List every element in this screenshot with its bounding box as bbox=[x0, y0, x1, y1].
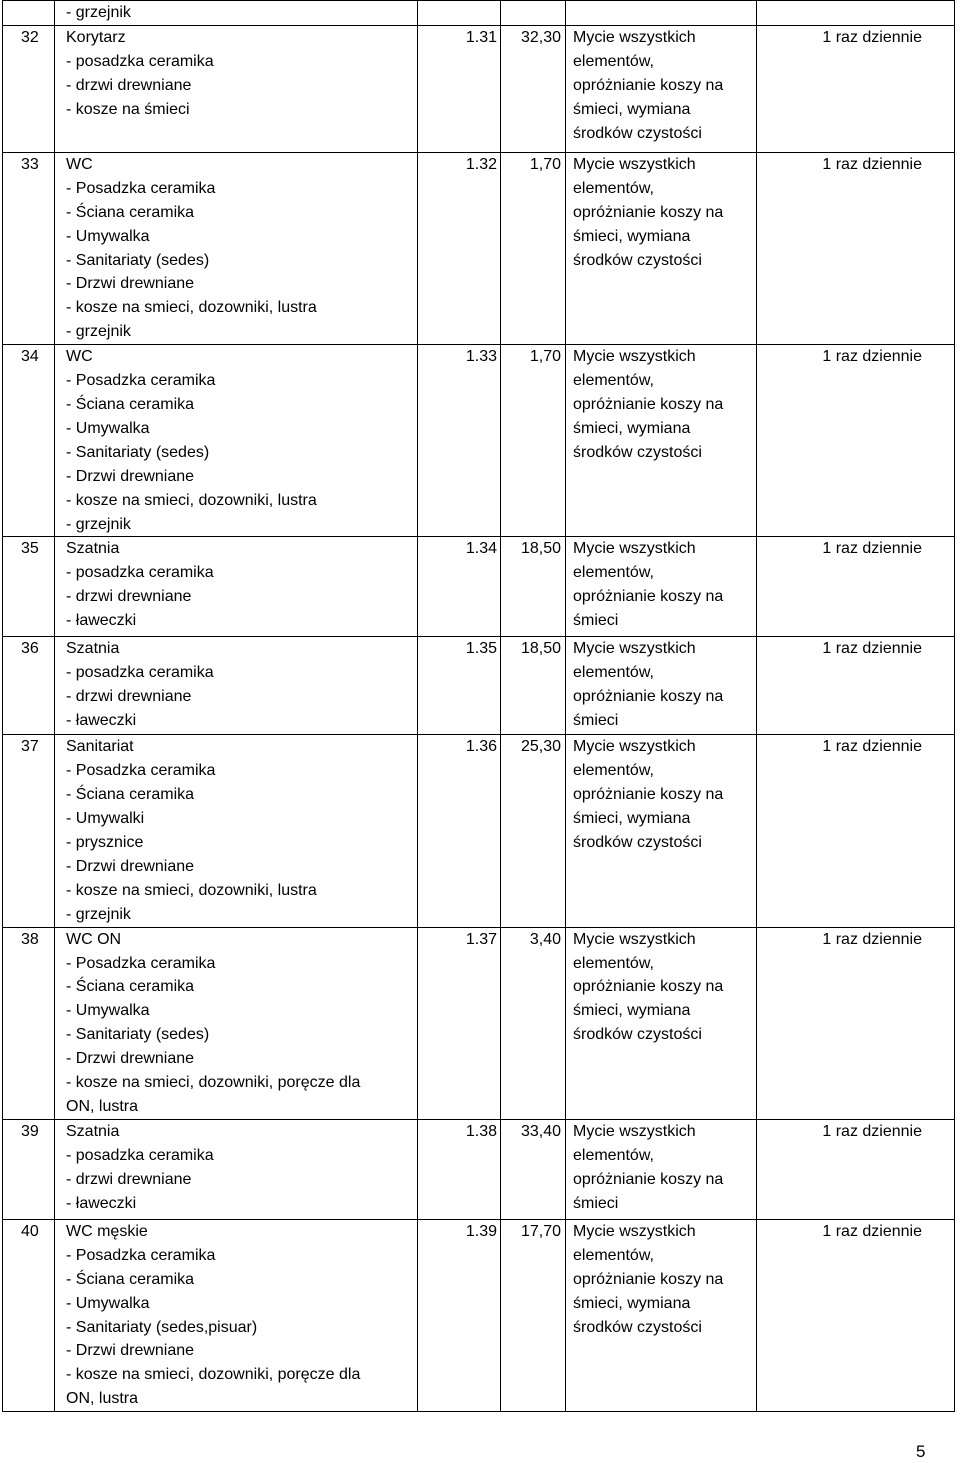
activity-cell bbox=[566, 1119, 757, 1219]
cell-line: środków czystości bbox=[573, 1318, 702, 1336]
cell-line: śmieci, wymiana bbox=[573, 1294, 691, 1312]
frequency-cell bbox=[757, 1, 955, 26]
cell-text: 1 raz dziennie bbox=[822, 640, 922, 658]
room-number-cell bbox=[3, 1, 55, 26]
cell-line: Szatnia bbox=[66, 540, 120, 558]
cell-line: - kosze na smieci, dozowniki, poręcze dla bbox=[66, 1366, 361, 1384]
cell-text: 1 raz dziennie bbox=[822, 930, 922, 948]
cell-line: - kosze na smieci, dozowniki, lustra bbox=[66, 491, 317, 509]
room-code-cell bbox=[418, 25, 501, 152]
cell-text: 33,40 bbox=[520, 1122, 561, 1140]
cleaning-schedule-table bbox=[2, 0, 955, 1412]
room-code-cell bbox=[418, 1119, 501, 1219]
room-description-cell bbox=[55, 25, 418, 152]
room-number-cell bbox=[3, 152, 55, 344]
cell-line: śmieci, wymiana bbox=[573, 100, 691, 118]
cell-line: - Drzwi drewniane bbox=[66, 467, 195, 485]
cell-line: - kosze na śmieci bbox=[66, 100, 190, 118]
room-description-cell bbox=[55, 1, 418, 26]
cell-line: elementów, bbox=[573, 762, 654, 780]
cell-text: 1.31 bbox=[465, 28, 497, 46]
room-number-cell bbox=[3, 1219, 55, 1411]
room-description-cell bbox=[55, 637, 418, 735]
room-number-cell bbox=[3, 345, 55, 537]
cell-line: środków czystości bbox=[573, 251, 702, 269]
cell-line: - kosze na smieci, dozowniki, poręcze dla bbox=[66, 1074, 361, 1092]
frequency-cell bbox=[757, 927, 955, 1119]
cell-line: Mycie wszystkich bbox=[573, 640, 696, 658]
cell-line: Sanitariat bbox=[66, 738, 134, 756]
cell-line: - grzejnik bbox=[66, 905, 131, 923]
cell-line: - Umywalka bbox=[66, 1294, 150, 1312]
cell-line: śmieci bbox=[573, 712, 619, 730]
room-code-cell bbox=[418, 927, 501, 1119]
cell-line: śmieci, wymiana bbox=[573, 810, 691, 828]
cell-text: 1 raz dziennie bbox=[822, 540, 922, 558]
cell-line: elementów, bbox=[573, 954, 654, 972]
cell-line: Korytarz bbox=[66, 28, 126, 46]
cell-text: 32,30 bbox=[520, 28, 561, 46]
cell-line: - drzwi drewniane bbox=[66, 688, 192, 706]
cell-line: elementów, bbox=[573, 179, 654, 197]
cell-line: ON, lustra bbox=[66, 1098, 139, 1115]
cell-line: - Sanitariaty (sedes) bbox=[66, 443, 210, 461]
cell-line: WC ON bbox=[66, 930, 122, 948]
activity-cell bbox=[566, 1, 757, 26]
cell-line: elementów, bbox=[573, 372, 654, 390]
room-description-cell bbox=[55, 735, 418, 927]
area-cell bbox=[501, 1119, 566, 1219]
cell-line: - Umywalki bbox=[66, 810, 145, 828]
cell-line: opróżnianie koszy na bbox=[573, 786, 724, 804]
cell-text: 18,50 bbox=[520, 640, 561, 658]
room-code-cell bbox=[418, 1219, 501, 1411]
cell-text: 33 bbox=[21, 155, 39, 173]
table-row bbox=[3, 735, 955, 927]
cell-line: - Sanitariaty (sedes) bbox=[66, 251, 210, 269]
activity-cell bbox=[566, 152, 757, 344]
cell-line: - Umywalka bbox=[66, 419, 150, 437]
cell-line: - Ściana ceramika bbox=[66, 786, 195, 804]
cell-text: 35 bbox=[21, 540, 39, 558]
table-row bbox=[3, 1, 955, 26]
frequency-cell bbox=[757, 345, 955, 537]
cell-text: 3,40 bbox=[529, 930, 561, 948]
activity-cell bbox=[566, 1219, 757, 1411]
cell-line: - Drzwi drewniane bbox=[66, 1050, 195, 1068]
table-row bbox=[3, 25, 955, 152]
cell-line: - Ściana ceramika bbox=[66, 203, 195, 221]
activity-cell bbox=[566, 25, 757, 152]
table-body bbox=[3, 1, 955, 1412]
room-number-cell bbox=[3, 25, 55, 152]
cell-line: - kosze na smieci, dozowniki, lustra bbox=[66, 881, 317, 899]
area-cell bbox=[501, 1, 566, 26]
room-code-cell bbox=[418, 1, 501, 26]
cell-text: 34 bbox=[21, 348, 39, 366]
cell-line: - Umywalka bbox=[66, 1002, 150, 1020]
frequency-cell bbox=[757, 637, 955, 735]
cell-line: Mycie wszystkich bbox=[573, 28, 696, 46]
room-code-cell bbox=[418, 637, 501, 735]
cell-text: 1 raz dziennie bbox=[822, 348, 922, 366]
cell-line: opróżnianie koszy na bbox=[573, 978, 724, 996]
area-cell bbox=[501, 1219, 566, 1411]
cell-text: 40 bbox=[21, 1222, 39, 1240]
area-cell bbox=[501, 152, 566, 344]
cell-line: śmieci, wymiana bbox=[573, 1002, 691, 1020]
cell-text: 1.39 bbox=[465, 1222, 497, 1240]
activity-cell bbox=[566, 345, 757, 537]
room-code-cell bbox=[418, 345, 501, 537]
cell-line: elementów, bbox=[573, 564, 654, 582]
room-number-cell bbox=[3, 735, 55, 927]
cell-line: WC męskie bbox=[66, 1222, 148, 1240]
area-cell bbox=[501, 735, 566, 927]
cell-line: - Ściana ceramika bbox=[66, 978, 195, 996]
cell-line: Mycie wszystkich bbox=[573, 155, 696, 173]
cell-line: Szatnia bbox=[66, 640, 120, 658]
cell-line: - drzwi drewniane bbox=[66, 76, 192, 94]
cell-text: 1.38 bbox=[465, 1122, 497, 1140]
area-cell bbox=[501, 927, 566, 1119]
cell-line: - Drzwi drewniane bbox=[66, 275, 195, 293]
cell-line: opróżnianie koszy na bbox=[573, 1170, 724, 1188]
cell-line: - ławeczki bbox=[66, 1194, 137, 1212]
cell-line: - Posadzka ceramika bbox=[66, 954, 216, 972]
cell-line: Mycie wszystkich bbox=[573, 348, 696, 366]
cell-line: środków czystości bbox=[573, 443, 702, 461]
room-description-cell bbox=[55, 345, 418, 537]
frequency-cell bbox=[757, 1119, 955, 1219]
cell-line: Szatnia bbox=[66, 1122, 120, 1140]
cell-line: środków czystości bbox=[573, 834, 702, 852]
room-number-cell bbox=[3, 537, 55, 637]
cell-line: elementów, bbox=[573, 664, 654, 682]
frequency-cell bbox=[757, 735, 955, 927]
cell-text: 37 bbox=[21, 738, 39, 756]
cell-line: Mycie wszystkich bbox=[573, 540, 696, 558]
cell-line: opróżnianie koszy na bbox=[573, 688, 724, 706]
cell-line: - grzejnik bbox=[66, 515, 131, 533]
cell-line: opróżnianie koszy na bbox=[573, 203, 724, 221]
room-description-cell bbox=[55, 152, 418, 344]
cell-text: 1.32 bbox=[465, 155, 497, 173]
cell-line: opróżnianie koszy na bbox=[573, 588, 724, 606]
room-number-cell bbox=[3, 637, 55, 735]
cell-line: - Posadzka ceramika bbox=[66, 762, 216, 780]
room-description-cell bbox=[55, 537, 418, 637]
cell-line: elementów, bbox=[573, 1246, 654, 1264]
area-cell bbox=[501, 637, 566, 735]
activity-cell bbox=[566, 735, 757, 927]
cell-text: 1,70 bbox=[529, 348, 561, 366]
cell-line: śmieci bbox=[573, 1194, 619, 1212]
frequency-cell bbox=[757, 537, 955, 637]
table-row bbox=[3, 927, 955, 1119]
cell-text: 36 bbox=[21, 640, 39, 658]
table-row bbox=[3, 1219, 955, 1411]
cell-text: 17,70 bbox=[520, 1222, 561, 1240]
cell-line: - Ściana ceramika bbox=[66, 1270, 195, 1288]
cell-line: środków czystości bbox=[573, 124, 702, 142]
cell-line: - drzwi drewniane bbox=[66, 1170, 192, 1188]
table-row bbox=[3, 345, 955, 537]
cell-text: 38 bbox=[21, 930, 39, 948]
cell-text: 39 bbox=[21, 1122, 39, 1140]
cell-line: opróżnianie koszy na bbox=[573, 395, 724, 413]
activity-cell bbox=[566, 637, 757, 735]
cell-line: śmieci, wymiana bbox=[573, 227, 691, 245]
cell-text: 18,50 bbox=[520, 540, 561, 558]
cell-line: - Posadzka ceramika bbox=[66, 372, 216, 390]
cell-text: 1.33 bbox=[465, 348, 497, 366]
cell-line: - grzejnik bbox=[66, 4, 131, 21]
cell-line: - Ściana ceramika bbox=[66, 395, 195, 413]
page-number: 5 bbox=[916, 1442, 926, 1461]
room-number-cell bbox=[3, 927, 55, 1119]
cell-line: - posadzka ceramika bbox=[66, 664, 214, 682]
cell-line: - Umywalka bbox=[66, 227, 150, 245]
cell-line: śmieci, wymiana bbox=[573, 419, 691, 437]
cell-line: - drzwi drewniane bbox=[66, 588, 192, 606]
cell-line: ON, lustra bbox=[66, 1390, 139, 1408]
cell-line: Mycie wszystkich bbox=[573, 1122, 696, 1140]
area-cell bbox=[501, 25, 566, 152]
cell-text: 25,30 bbox=[520, 738, 561, 756]
cell-line: Mycie wszystkich bbox=[573, 738, 696, 756]
cell-line: WC bbox=[66, 155, 93, 173]
cell-text: 1.35 bbox=[465, 640, 497, 658]
room-code-cell bbox=[418, 537, 501, 637]
cell-text: 1 raz dziennie bbox=[822, 1222, 922, 1240]
cell-line: - Sanitariaty (sedes) bbox=[66, 1026, 210, 1044]
cell-line: WC bbox=[66, 348, 93, 366]
frequency-cell bbox=[757, 152, 955, 344]
cell-line: - Sanitariaty (sedes,pisuar) bbox=[66, 1318, 258, 1336]
cell-text: 32 bbox=[21, 28, 39, 46]
room-number-cell bbox=[3, 1119, 55, 1219]
cell-line: Mycie wszystkich bbox=[573, 1222, 696, 1240]
cell-line: elementów, bbox=[573, 52, 654, 70]
cell-text: 1 raz dziennie bbox=[822, 155, 922, 173]
area-cell bbox=[501, 537, 566, 637]
area-cell bbox=[501, 345, 566, 537]
room-code-cell bbox=[418, 152, 501, 344]
frequency-cell bbox=[757, 25, 955, 152]
room-code-cell bbox=[418, 735, 501, 927]
cell-text: 1 raz dziennie bbox=[822, 28, 922, 46]
cell-text: 1 raz dziennie bbox=[822, 738, 922, 756]
table-row bbox=[3, 637, 955, 735]
cell-line: - grzejnik bbox=[66, 323, 131, 341]
room-description-cell bbox=[55, 927, 418, 1119]
cell-line: - posadzka ceramika bbox=[66, 52, 214, 70]
cell-line: - Drzwi drewniane bbox=[66, 1342, 195, 1360]
cell-text: 1.37 bbox=[465, 930, 497, 948]
table-row bbox=[3, 537, 955, 637]
cell-line: - kosze na smieci, dozowniki, lustra bbox=[66, 299, 317, 317]
cell-line: - prysznice bbox=[66, 834, 144, 852]
cell-line: - ławeczki bbox=[66, 612, 137, 630]
cell-text: 1.36 bbox=[465, 738, 497, 756]
cell-line: - ławeczki bbox=[66, 712, 137, 730]
cell-line: opróżnianie koszy na bbox=[573, 1270, 724, 1288]
cell-line: - Drzwi drewniane bbox=[66, 857, 195, 875]
room-description-cell bbox=[55, 1219, 418, 1411]
cell-line: - posadzka ceramika bbox=[66, 1146, 214, 1164]
cell-line: - posadzka ceramika bbox=[66, 564, 214, 582]
room-description-cell bbox=[55, 1119, 418, 1219]
cell-line: śmieci bbox=[573, 612, 619, 630]
activity-cell bbox=[566, 927, 757, 1119]
cell-line: - Posadzka ceramika bbox=[66, 179, 216, 197]
table-row bbox=[3, 152, 955, 344]
cell-text: 1,70 bbox=[529, 155, 561, 173]
cell-line: opróżnianie koszy na bbox=[573, 76, 724, 94]
table-row bbox=[3, 1119, 955, 1219]
cell-line: - Posadzka ceramika bbox=[66, 1246, 216, 1264]
cell-text: 1 raz dziennie bbox=[822, 1122, 922, 1140]
cell-line: elementów, bbox=[573, 1146, 654, 1164]
cell-text: 1.34 bbox=[465, 540, 497, 558]
activity-cell bbox=[566, 537, 757, 637]
frequency-cell bbox=[757, 1219, 955, 1411]
cell-line: środków czystości bbox=[573, 1026, 702, 1044]
cell-line: Mycie wszystkich bbox=[573, 930, 696, 948]
